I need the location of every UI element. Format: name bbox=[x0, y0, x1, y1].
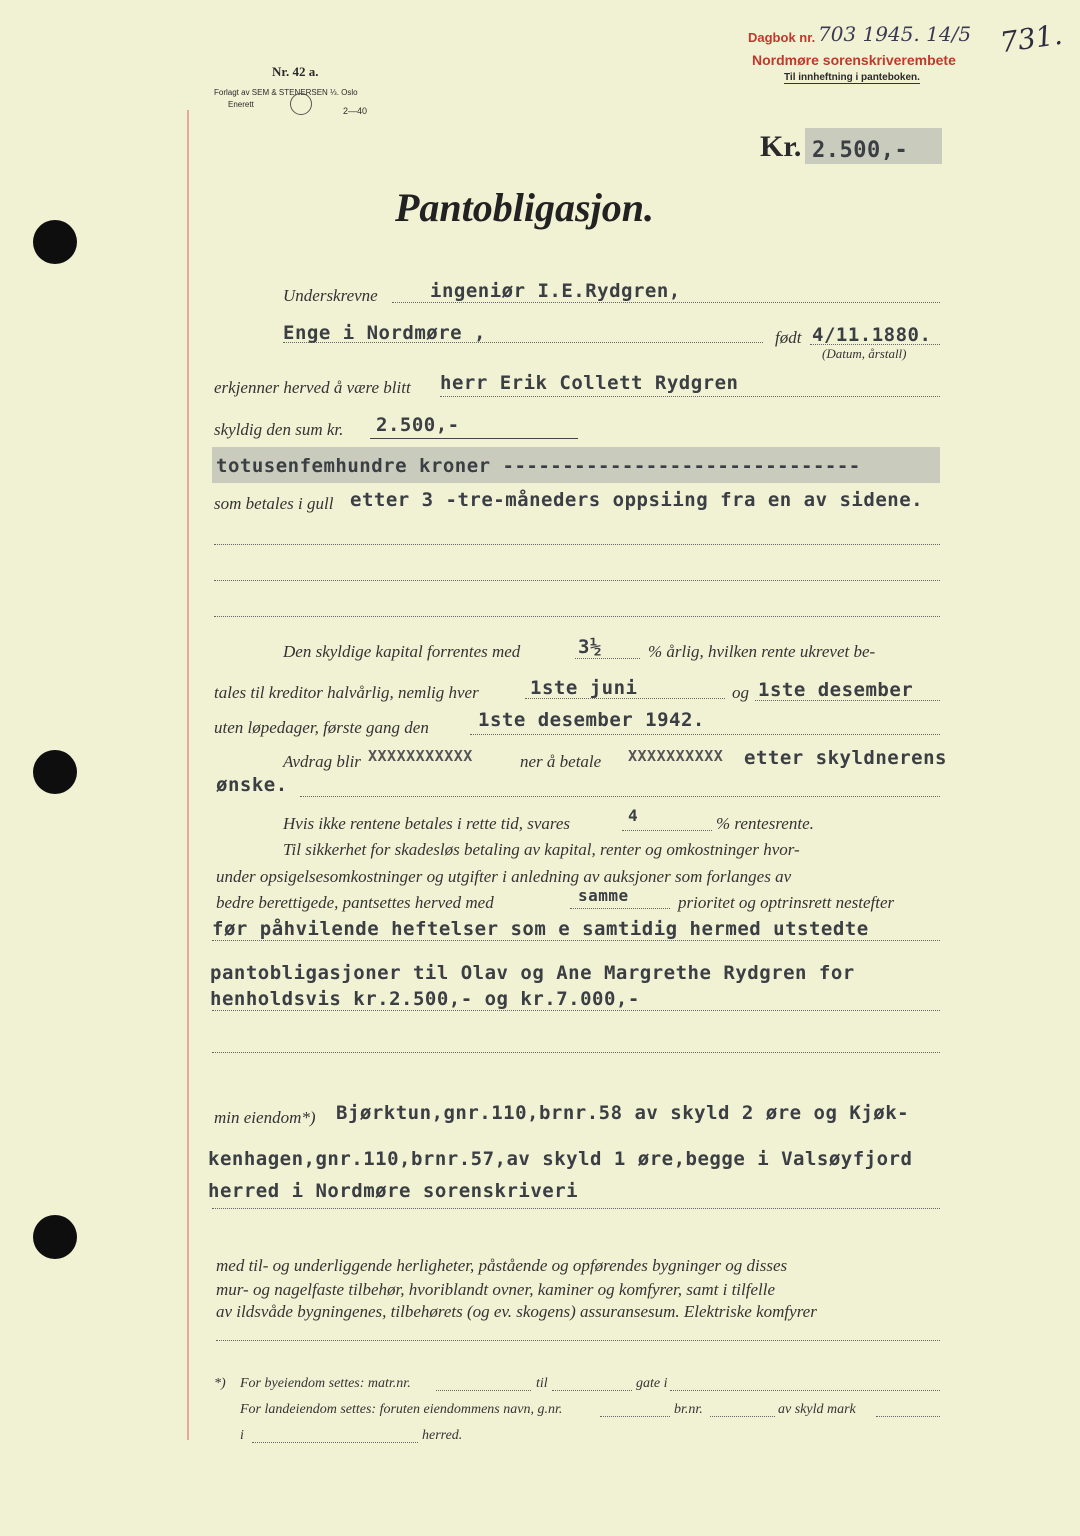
security-text-1: Til sikkerhet for skadesløs betaling av kapital, renter og omkostninger hvor- bbox=[283, 840, 800, 859]
registry-page-number: 731. bbox=[998, 17, 1065, 60]
footnote-gate: gate i bbox=[636, 1376, 668, 1391]
office-stamp: Nordmøre sorenskriverembete bbox=[752, 52, 956, 68]
footnote-herred: herred. bbox=[422, 1428, 463, 1443]
clause-end-line bbox=[216, 1340, 940, 1341]
blank-line-2 bbox=[214, 580, 940, 581]
clause-line-2: mur- og nagelfaste tilbehør, hvoriblandt ovner, kaminer og komfyrer, samt i tilfelle bbox=[216, 1280, 776, 1299]
interest-rate: 3½ bbox=[578, 636, 602, 658]
blank-line-3 bbox=[214, 616, 940, 617]
creditor-value: herr Erik Collett Rydgren bbox=[440, 372, 739, 394]
security-text-3b: prioritet og optrinsrett nestefter bbox=[678, 893, 895, 912]
interest-rate-line bbox=[575, 658, 640, 659]
security-priority: samme bbox=[578, 886, 629, 905]
interest-text-2b: og bbox=[732, 683, 749, 702]
interest-date-2-line bbox=[755, 700, 940, 701]
property-line-3: herred i Nordmøre sorenskriveri bbox=[208, 1180, 579, 1202]
undersigned-label: Underskrevne bbox=[283, 286, 378, 305]
security-line-3 bbox=[212, 1052, 940, 1053]
registry-handwritten: 703 1945. 14/5 bbox=[818, 22, 972, 46]
born-hint: (Datum, årstall) bbox=[822, 346, 907, 361]
footnote-city-line-2 bbox=[552, 1390, 632, 1391]
property-label: min eiendom*) bbox=[214, 1108, 316, 1127]
installment-text-d: ønske. bbox=[216, 774, 288, 796]
sum-underline bbox=[370, 438, 578, 439]
amount-value: 2.500,- bbox=[812, 138, 909, 163]
document-title: Pantobligasjon. bbox=[395, 185, 654, 230]
footnote-city: For byeiendom settes: matr.nr. bbox=[240, 1376, 411, 1391]
late-rate-line bbox=[622, 830, 712, 831]
clause-line-3: av ildsvåde bygningenes, tilbehørets (og ev. skogens) assuransesum. Elektriske komfyrer bbox=[216, 1302, 817, 1321]
footnote-city-line-3 bbox=[670, 1390, 940, 1391]
footnote-land-line-2 bbox=[710, 1416, 775, 1417]
footnote-land-line-3 bbox=[876, 1416, 940, 1417]
property-line-1: Bjørktun,gnr.110,brnr.58 av skyld 2 øre og Kjøk- bbox=[336, 1102, 910, 1124]
installment-text-b: ner å betale bbox=[520, 752, 602, 771]
footnote-herred-line bbox=[252, 1442, 418, 1443]
publisher-rights: Enerett bbox=[228, 100, 254, 109]
footnote-mark: *) bbox=[214, 1376, 226, 1391]
registry-stamp: Dagbok nr. bbox=[748, 30, 816, 45]
interest-text-3a: uten løpedager, første gang den bbox=[214, 718, 429, 737]
interest-first-date-line bbox=[470, 734, 940, 735]
binding-note: Til innheftning i panteboken. bbox=[784, 72, 920, 83]
late-text-a: Hvis ikke rentene betales i rette tid, svares bbox=[283, 814, 571, 833]
punch-hole-middle bbox=[33, 750, 77, 794]
interest-text-1b: % årlig, hvilken rente ukrevet be- bbox=[648, 642, 876, 661]
late-text-b: % rentesrente. bbox=[716, 814, 814, 833]
security-text-2: under opsigelsesomkostninger og utgifter i anledning av auksjoner som forlanges av bbox=[216, 867, 792, 886]
born-line bbox=[810, 344, 940, 345]
sum-label: skyldig den sum kr. bbox=[214, 420, 344, 439]
interest-date-1-line bbox=[525, 698, 725, 699]
installment-text-c: etter skyldnerens bbox=[744, 747, 947, 769]
interest-first-date: 1ste desember 1942. bbox=[478, 709, 705, 731]
footnote-land: For landeiendom settes: foruten eiendommens navn, g.nr. bbox=[240, 1402, 563, 1417]
undersigned-value: ingeniør I.E.Rydgren, bbox=[430, 280, 681, 302]
interest-date-1: 1ste juni bbox=[530, 677, 638, 699]
interest-date-2: 1ste desember bbox=[758, 679, 914, 701]
creditor-label: erkjenner herved å være blitt bbox=[214, 378, 411, 397]
clause-line-1: med til- og underliggende herligheter, påstående og opførendes bygninger og disses bbox=[216, 1256, 788, 1275]
installment-line bbox=[300, 796, 940, 797]
footnote-land-line-1 bbox=[600, 1416, 670, 1417]
blank-line-1 bbox=[214, 544, 940, 545]
installment-text-a: Avdrag blir bbox=[283, 752, 361, 771]
punch-hole-bottom bbox=[33, 1215, 77, 1259]
creditor-line bbox=[440, 396, 940, 397]
security-line-1 bbox=[212, 940, 940, 941]
publisher-code: 2—40 bbox=[343, 106, 368, 116]
interest-text-2a: tales til kreditor halvårlig, nemlig hver bbox=[214, 683, 479, 702]
footnote-skyld: av skyld mark bbox=[778, 1402, 856, 1417]
late-rate: 4 bbox=[628, 806, 639, 825]
footnote-city-line-1 bbox=[436, 1390, 531, 1391]
security-typed-1: før påhvilende heftelser som e samtidig hermed utstedte bbox=[212, 918, 869, 940]
footnote-brnr: br.nr. bbox=[674, 1402, 703, 1417]
address-value: Enge i Nordmøre , bbox=[283, 322, 486, 344]
security-text-3a: bedre berettigede, pantsettes herved med bbox=[216, 893, 494, 912]
margin-line bbox=[187, 110, 189, 1440]
address-line bbox=[283, 342, 763, 343]
installment-strike-2: XXXXXXXXXX bbox=[628, 747, 724, 765]
born-value: 4/11.1880. bbox=[812, 324, 932, 346]
sum-words: totusenfemhundre kroner ------------------------------ bbox=[216, 455, 861, 477]
security-priority-line bbox=[570, 908, 670, 909]
footnote-til: til bbox=[536, 1376, 548, 1391]
pay-label: som betales i gull bbox=[214, 494, 334, 513]
punch-hole-top bbox=[33, 220, 77, 264]
sum-value: 2.500,- bbox=[376, 414, 460, 436]
publisher-line: Forlagt av SEM & STENERSEN ⅓. Oslo bbox=[214, 88, 358, 97]
publisher-logo-icon bbox=[290, 93, 312, 115]
installment-strike-1: XXXXXXXXXXX bbox=[368, 747, 473, 765]
amount-prefix: Kr. bbox=[760, 130, 802, 163]
security-line-2 bbox=[212, 1010, 940, 1011]
pay-value: etter 3 -tre-måneders oppsiing fra en av sidene. bbox=[350, 489, 924, 511]
form-number: Nr. 42 a. bbox=[272, 64, 319, 79]
security-typed-2: pantobligasjoner til Olav og Ane Margrethe Rydgren for bbox=[210, 962, 855, 984]
interest-text-1a: Den skyldige kapital forrentes med bbox=[283, 642, 521, 661]
footnote-i: i bbox=[240, 1428, 244, 1443]
security-typed-3: henholdsvis kr.2.500,- og kr.7.000,- bbox=[210, 988, 640, 1010]
undersigned-line bbox=[392, 302, 940, 303]
born-label: født bbox=[775, 328, 802, 347]
property-line bbox=[212, 1208, 940, 1209]
property-line-2: kenhagen,gnr.110,brnr.57,av skyld 1 øre,begge i Valsøyfjord bbox=[208, 1148, 913, 1170]
